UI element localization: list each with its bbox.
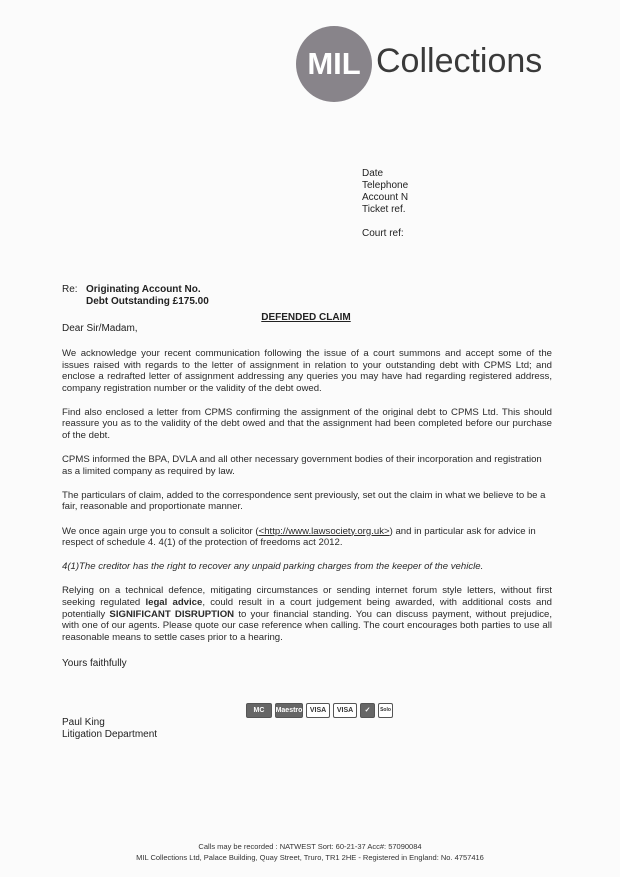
lawsociety-link[interactable]: <http://www.lawsociety.org.uk> <box>258 525 390 537</box>
originating-account: Originating Account No. <box>86 284 201 295</box>
verified-icon: ✓ <box>360 703 375 718</box>
letter-title: DEFENDED CLAIM <box>261 312 351 323</box>
signature-block <box>62 717 157 741</box>
payment-cards <box>246 702 393 718</box>
paragraph-enclosure: Find also enclosed a letter from CPMS confirming the assignment of the original debt to CPMS Ltd. This should reassure you as to the validity of the debt owed and that the assignment had been completed before our purchase of the debt. <box>62 406 552 442</box>
salutation: Dear Sir/Madam, <box>62 323 138 334</box>
footer-company-address: MIL Collections Ltd, Palace Building, Quay Street, Truro, TR1 2HE - Registered in England: No. 4757416 <box>136 853 484 862</box>
paragraph-registration: CPMS informed the BPA, DVLA and all other necessary government bodies of their incorporation and registration as a limited company as required by law. <box>62 454 542 477</box>
debt-outstanding: Debt Outstanding £175.00 <box>86 296 209 307</box>
paragraph-solicitor: We once again urge you to consult a solicitor (<http://www.lawsociety.org.uk>) and in particular ask for advice in respect of schedule 4. 4(1) of the protection of freedoms act 2012. <box>62 525 536 549</box>
paragraph-acknowledgement: We acknowledge your recent communication following the issue of a court summons and accept some of the issues raised with regards to the letter of assignment in relation to your outstanding debt with CPMS Ltd; and enclose a redrafted letter of assignment addressing any queries you may have had regarding registered address, company registration number or the validity of the debt owed. <box>62 348 552 394</box>
ticket-label: Ticket ref. <box>362 204 406 215</box>
footer-bank-details: Calls may be recorded : NATWEST Sort: 60-21-37 Acc#: 57090084 <box>198 842 422 851</box>
visa-electron-icon: VISA <box>333 703 357 718</box>
account-label: Account N <box>362 192 409 203</box>
mastercard-icon: MC <box>246 703 272 718</box>
logo-wordmark: Collections <box>376 42 543 80</box>
paragraph-schedule: 4(1)The creditor has the right to recover any unpaid parking charges from the keeper of the vehicle. <box>62 561 484 573</box>
maestro-icon: Maestro <box>275 703 303 718</box>
telephone-label: Telephone <box>362 180 409 191</box>
court-ref-label: Court ref: <box>362 228 404 239</box>
paragraph-particulars: The particulars of claim, added to the correspondence sent previously, set out the claim in what we believe to be a fair, reasonable and proportionate manner. <box>62 489 546 513</box>
solo-icon: Solo <box>378 703 393 718</box>
signatory-name: Paul King <box>62 717 105 728</box>
disruption-bold: SIGNIFICANT DISRUPTION <box>109 608 235 620</box>
visa-icon: VISA <box>306 703 330 718</box>
reference-block <box>362 168 408 240</box>
re-label: Re: <box>62 284 78 295</box>
paragraph-warning: Relying on a technical defence, mitigating circumstances or sending internet forum style letters, without first seeking regulated legal advice, could result in a court judgement being awarded, with additional costs and potentially SIGNIFICANT DISRUPTION to your financial standing. You can discuss payment, without prejudice, with one of our agents. Please quote our case reference when calling. The court encourages both parties to use all reasonable means to settle cases prior to a hearing. <box>62 585 553 643</box>
closing: Yours faithfully <box>62 658 127 669</box>
footer <box>0 841 620 863</box>
signatory-department: Litigation Department <box>62 729 158 740</box>
letter-body <box>62 348 552 656</box>
logo-mark: MIL <box>296 26 372 102</box>
legal-advice-bold: legal advice <box>145 596 203 608</box>
date-label: Date <box>362 168 384 179</box>
